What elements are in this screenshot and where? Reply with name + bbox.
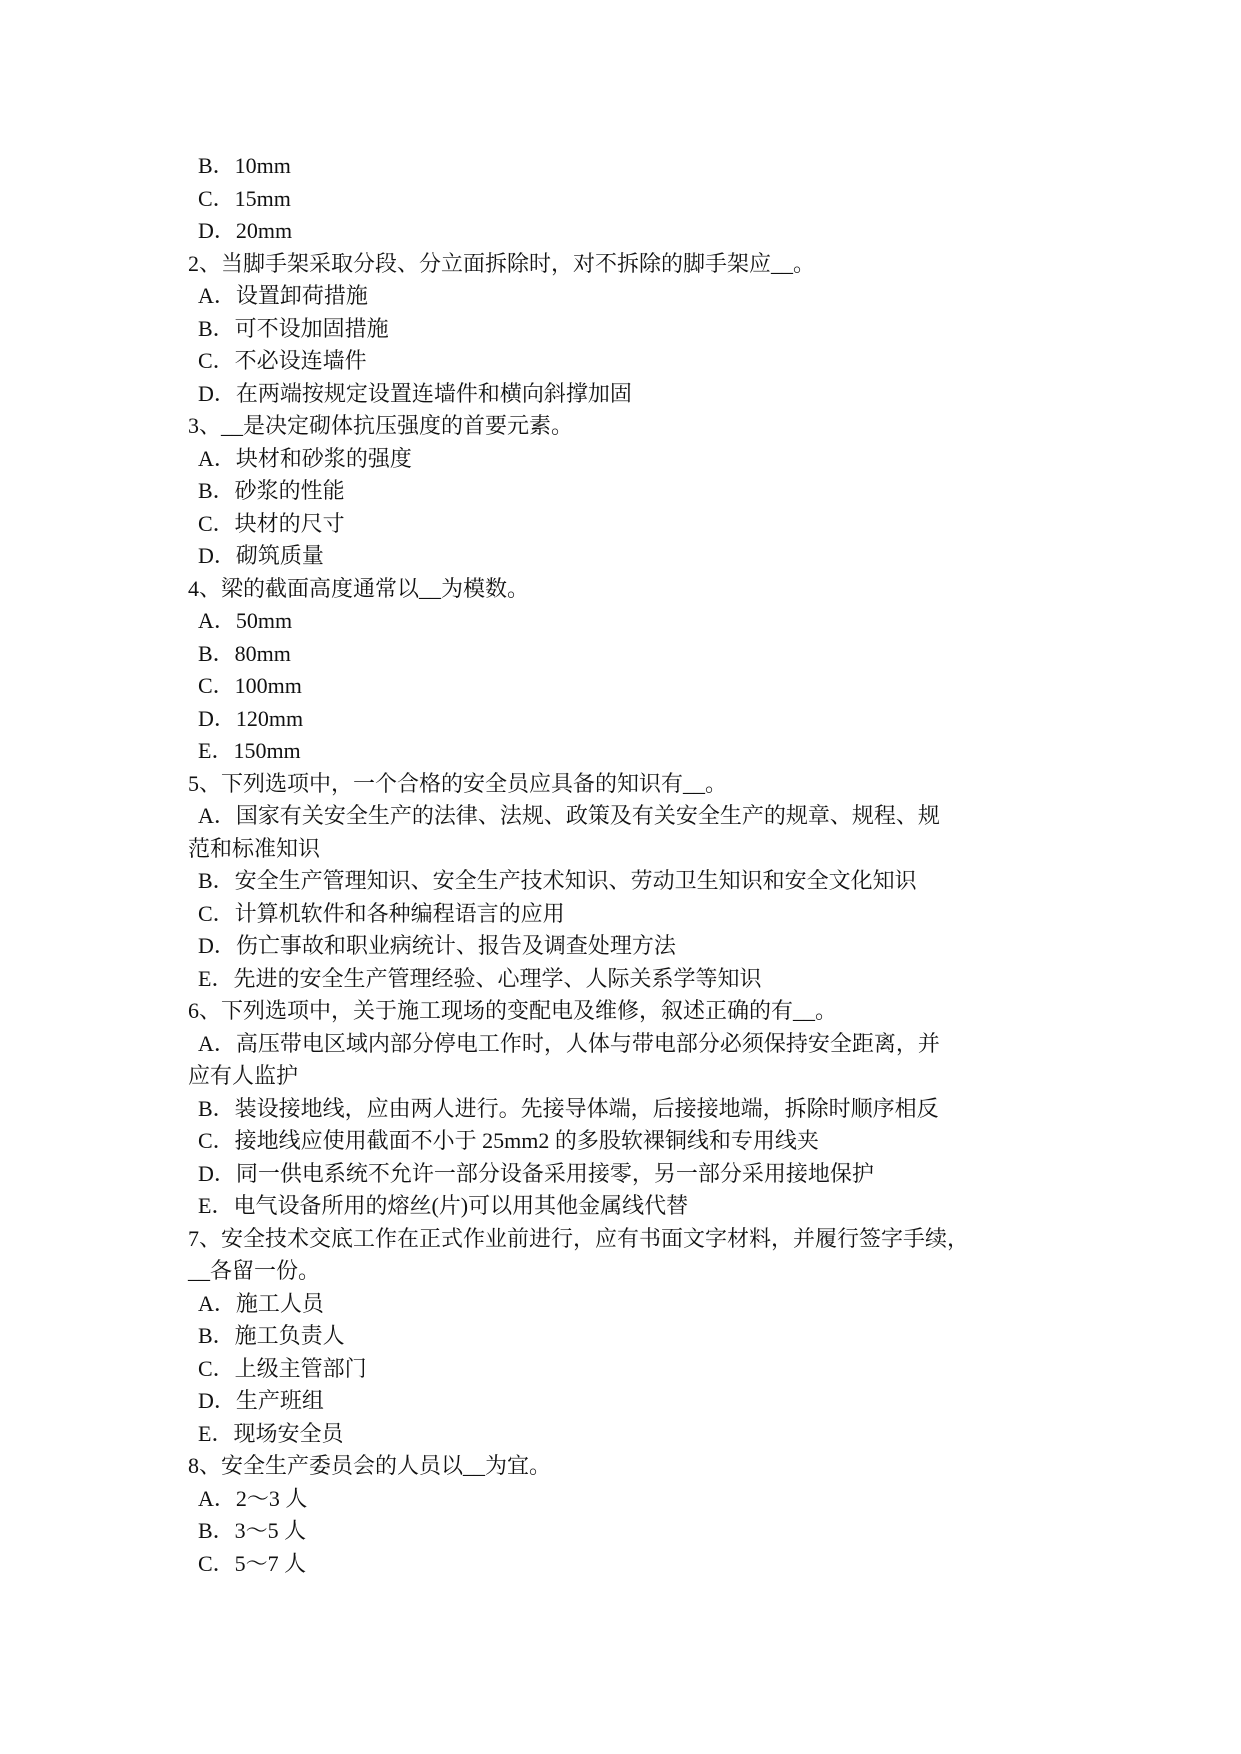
answer-option: E．电气设备所用的熔丝(片)可以用其他金属线代替 [198, 1193, 689, 1218]
text-continuation: 范和标准知识 [188, 835, 321, 861]
answer-option: E．现场安全员 [198, 1420, 344, 1446]
answer-option: B．10mm [198, 153, 291, 178]
answer-option: A．块材和砂浆的强度 [198, 445, 412, 471]
answer-option: B．砂浆的性能 [198, 478, 345, 503]
question-text: 5、下列选项中，一个合格的安全员应具备的知识有__。 [188, 770, 728, 796]
question-text: 3、__是决定砌体抗压强度的首要元素。 [188, 413, 574, 438]
answer-option: B．装设接地线，应由两人进行。先接导体端，后接接地端，拆除时顺序相反 [198, 1095, 939, 1121]
answer-option: A．施工人员 [198, 1290, 324, 1316]
answer-option: C．上级主管部门 [198, 1355, 367, 1381]
answer-option: B．安全生产管理知识、安全生产技术知识、劳动卫生知识和安全文化知识 [198, 868, 917, 893]
text-continuation: __各留一份。 [188, 1258, 321, 1283]
answer-option: C．不必设连墙件 [198, 348, 367, 373]
answer-option: B．可不设加固措施 [198, 315, 389, 341]
answer-option: A．高压带电区域内部分停电工作时，人体与带电部分必须保持安全距离，并 [198, 1030, 940, 1056]
question-text: 8、安全生产委员会的人员以__为宜。 [188, 1453, 552, 1478]
answer-option: C．15mm [198, 185, 291, 211]
answer-option: C．接地线应使用截面不小于 25mm2 的多股软裸铜线和专用线夹 [198, 1128, 819, 1153]
text-continuation: 应有人监护 [188, 1063, 299, 1088]
answer-option: D．伤亡事故和职业病统计、报告及调查处理方法 [198, 933, 676, 958]
answer-option: B．80mm [198, 640, 291, 666]
answer-option: A．国家有关安全生产的法律、法规、政策及有关安全生产的规章、规程、规 [198, 803, 940, 828]
answer-option: A．2～3 人 [198, 1485, 308, 1511]
answer-option: C．计算机软件和各种编程语言的应用 [198, 900, 565, 926]
answer-option: D．同一供电系统不允许一部分设备采用接零，另一部分采用接地保护 [198, 1160, 874, 1186]
question-text: 2、当脚手架采取分段、分立面拆除时，对不拆除的脚手架应__。 [188, 250, 816, 276]
answer-option: E．先进的安全生产管理经验、心理学、人际关系学等知识 [198, 965, 762, 991]
answer-option: C．100mm [198, 673, 302, 698]
answer-option: B．施工负责人 [198, 1323, 345, 1348]
answer-option: A．设置卸荷措施 [198, 283, 368, 308]
answer-option: B．3～5 人 [198, 1518, 307, 1543]
question-text: 7、安全技术交底工作在正式作业前进行，应有书面文字材料，并履行签字手续， [188, 1225, 970, 1251]
answer-option: E．150mm [198, 738, 301, 763]
answer-option: D．砌筑质量 [198, 543, 324, 568]
answer-option: C．5～7 人 [198, 1550, 307, 1576]
answer-option: D．120mm [198, 705, 304, 731]
question-text: 4、梁的截面高度通常以__为模数。 [188, 575, 530, 601]
answer-option: D．20mm [198, 218, 293, 243]
question-list [188, 150, 1068, 1580]
answer-option: D．生产班组 [198, 1388, 324, 1413]
answer-option: C．块材的尺寸 [198, 510, 345, 536]
question-text: 6、下列选项中，关于施工现场的变配电及维修，叙述正确的有__。 [188, 998, 838, 1023]
answer-option: A．50mm [198, 608, 293, 633]
answer-option: D．在两端按规定设置连墙件和横向斜撑加固 [198, 380, 632, 406]
